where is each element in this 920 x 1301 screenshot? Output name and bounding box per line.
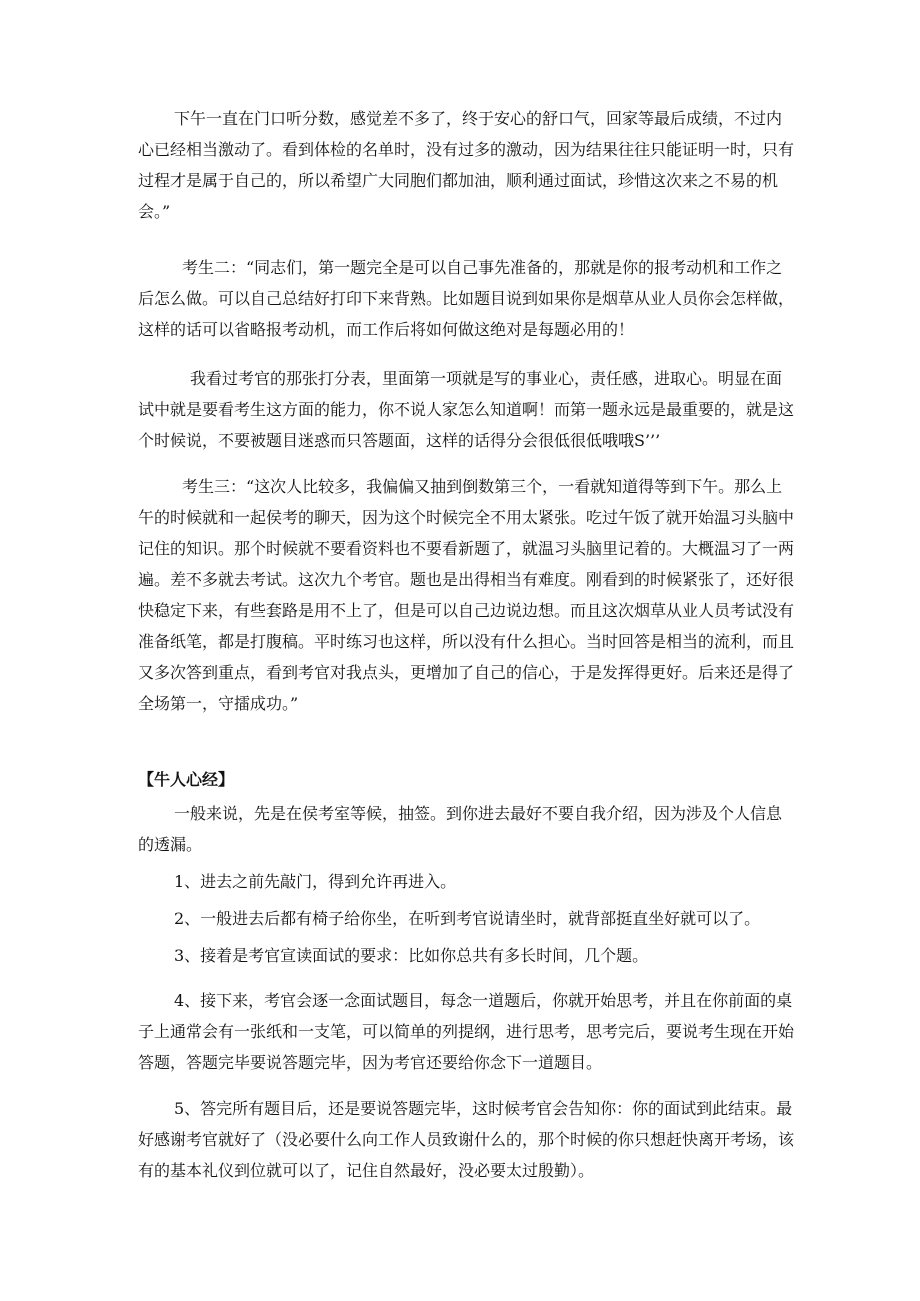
paragraph: 下午一直在门口听分数，感觉差不多了，终于安心的舒口气，回家等最后成绩，不过内心已经相当激动了。看到体检的名单时，没有过多的激动，因为结果往往只能证明一时，只有过程才是属于自己的，所以希望广大同胞们都加油，顺利通过面试，珍惜这次来之不易的机会。” — [138, 109, 795, 221]
paragraph: 考生二：“同志们，第一题完全是可以自己事先准备的，那就是你的报考动机和工作之后怎么做。可以自己总结好打印下来背熟。比如题目说到如果你是烟草从业人员你会怎样做，这样的话可以省略报考动机，而工作后将如何做这绝对是每题必用的！ — [138, 258, 795, 339]
list-item: 5、答完所有题目后，还是要说答题完毕，这时候考官会告知你：你的面试到此结束。最好感谢考官就好了（没必要什么向工作人员致谢什么的，那个时候的你只想赶快离开考场，该有的基本礼仪到位就可以了，记住自然最好，没必要太过殷勤）。 — [138, 1099, 795, 1180]
paragraph: 一般来说，先是在侯考室等候，抽签。到你进去最好不要自我介绍，因为涉及个人信息的透漏。 — [138, 804, 783, 854]
list-item: 2、一般进去后都有椅子给你坐，在听到考官说请坐时，就背部挺直坐好就可以了。 — [174, 909, 761, 928]
section-heading: 【牛人心经】 — [138, 770, 235, 789]
list-item: 4、接下来，考官会逐一念面试题目，每念一道题后，你就开始思考，并且在你前面的桌子上通常会有一张纸和一支笔，可以简单的列提纲，进行思考，思考完后，要说考生现在开始答题，答题完毕要说答题完毕，因为考官还要给你念下一道题目。 — [138, 991, 795, 1072]
paragraph: 考生三：“这次人比较多，我偏偏又抽到倒数第三个，一看就知道得等到下午。那么上午的时候就和一起侯考的聊天，因为这个时候完全不用太紧张。吃过午饭了就开始温习头脑中记住的知识。那个时候就不要看资料也不要看新题了，就温习头脑里记着的。大概温习了一两遍。差不多就去考试。这次九个考官。题也是出得相当有难度。刚看到的时候紧张了，还好很快稳定下来，有些套路是用不上了，但是可以自己边说边想。而且这次烟草从业人员考试没有准备纸笔，都是打腹稿。平时练习也这样，所以没有什么担心。当时回答是相当的流利，而且又多次答到重点，看到考官对我点头，更增加了自己的信心，于是发挥得更好。后来还是得了全场第一，守擂成功。” — [138, 477, 795, 713]
list-item: 1、进去之前先敲门，得到允许再进入。 — [174, 872, 457, 891]
paragraph: 我看过考官的那张打分表，里面第一项就是写的事业心，责任感，进取心。明显在面试中就是要看考生这方面的能力，你不说人家怎么知道啊！而第一题永远是最重要的，就是这个时候说，不要被题目迷惑而只答题面，这样的话得分会很低很低哦哦S’’’ — [138, 369, 795, 450]
list-item: 3、接着是考官宣读面试的要求：比如你总共有多长时间，几个题。 — [174, 946, 649, 965]
